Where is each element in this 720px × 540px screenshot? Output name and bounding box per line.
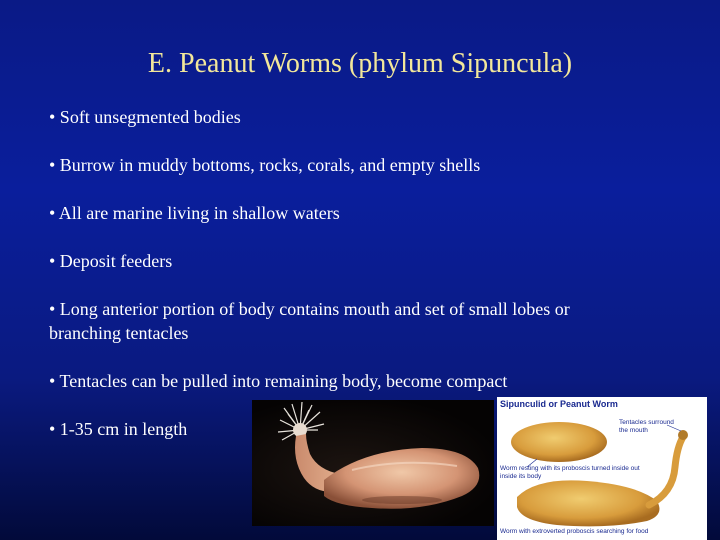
label-resting-worm: Worm resting with its proboscis turned inside out inside its body [500,465,640,480]
label-tentacles: Tentacles surround the mouth [619,419,674,434]
bullet-burrow: • Burrow in muddy bottoms, rocks, corals, and empty shells [49,155,481,175]
bullet-anterior-portion: • Long anterior portion of body contains mouth and set of small lobes or [49,299,570,319]
bullet-deposit-feeders: • Deposit feeders [49,251,173,271]
bullet-soft-bodies: • Soft unsegmented bodies [49,107,241,127]
peanut-worm-diagram [497,397,707,540]
bullet-marine: • All are marine living in shallow waters [49,203,340,223]
label-extroverted-worm: Worm with extroverted proboscis searching for food [500,528,649,535]
bullet-length: • 1-35 cm in length [49,419,188,439]
bullet-tentacles-retract: • Tentacles can be pulled into remaining body, become compact [49,371,508,391]
slide-title: E. Peanut Worms (phylum Sipuncula) [147,48,573,79]
bullet-anterior-portion-cont: branching tentacles [49,323,189,343]
peanut-worm-photo [252,400,494,526]
diagram-title: Sipunculid or Peanut Worm [500,399,618,409]
